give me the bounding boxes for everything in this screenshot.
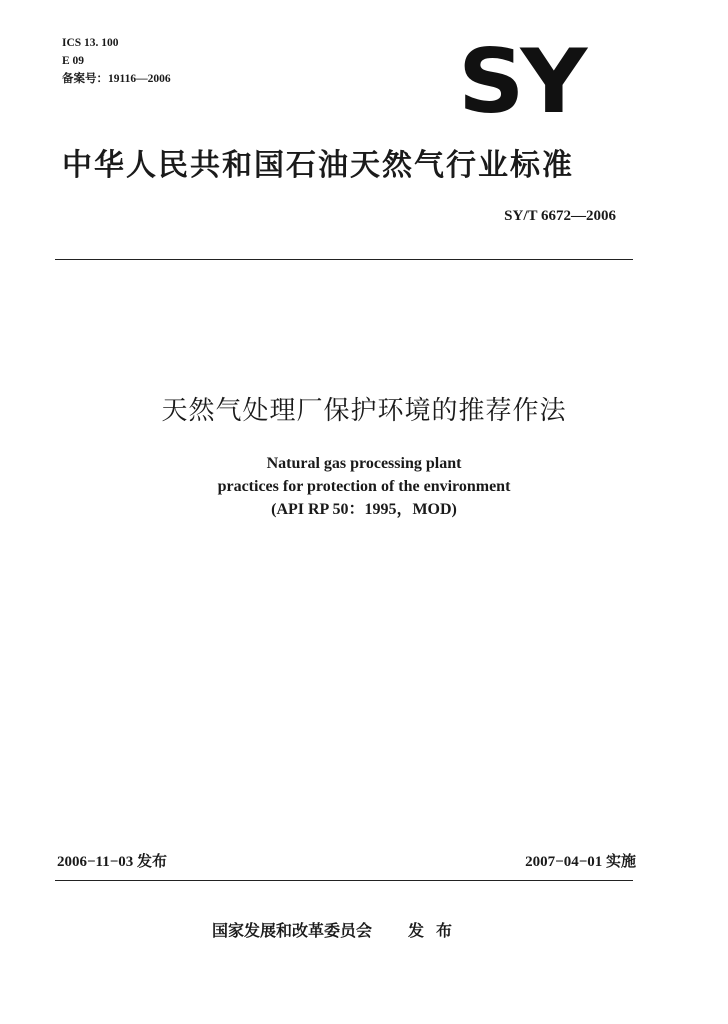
top-divider (55, 259, 633, 260)
issuer-line (212, 918, 464, 941)
title-en-line2: practices for protection of the environment (217, 478, 511, 495)
metadata-block (62, 34, 171, 88)
issue-date: 2006−11−03 发布 (57, 854, 168, 870)
standard-title: 中华人民共和国石油天然气行业标准 (62, 148, 574, 183)
standard-code: SY/T 6672—2006 (504, 208, 616, 224)
ics-code: ICS 13. 100 (62, 37, 119, 49)
issuer-verb: 发布 (408, 921, 465, 940)
implement-date: 2007−04−01 实施 (525, 854, 636, 870)
document-title-cn: 天然气处理厂保护环境的推荐作法 (161, 396, 567, 426)
sy-logo: SY (458, 30, 584, 133)
document-title-en (0, 452, 728, 521)
category-code: E 09 (62, 55, 85, 67)
issuer-name: 国家发展和改革委员会 (212, 921, 373, 940)
record-number: 备案号：19116—2006 (62, 73, 171, 85)
title-en-line3: (API RP 50：1995，MOD) (271, 501, 457, 518)
bottom-divider (55, 880, 633, 881)
title-en-line1: Natural gas processing plant (266, 455, 462, 472)
